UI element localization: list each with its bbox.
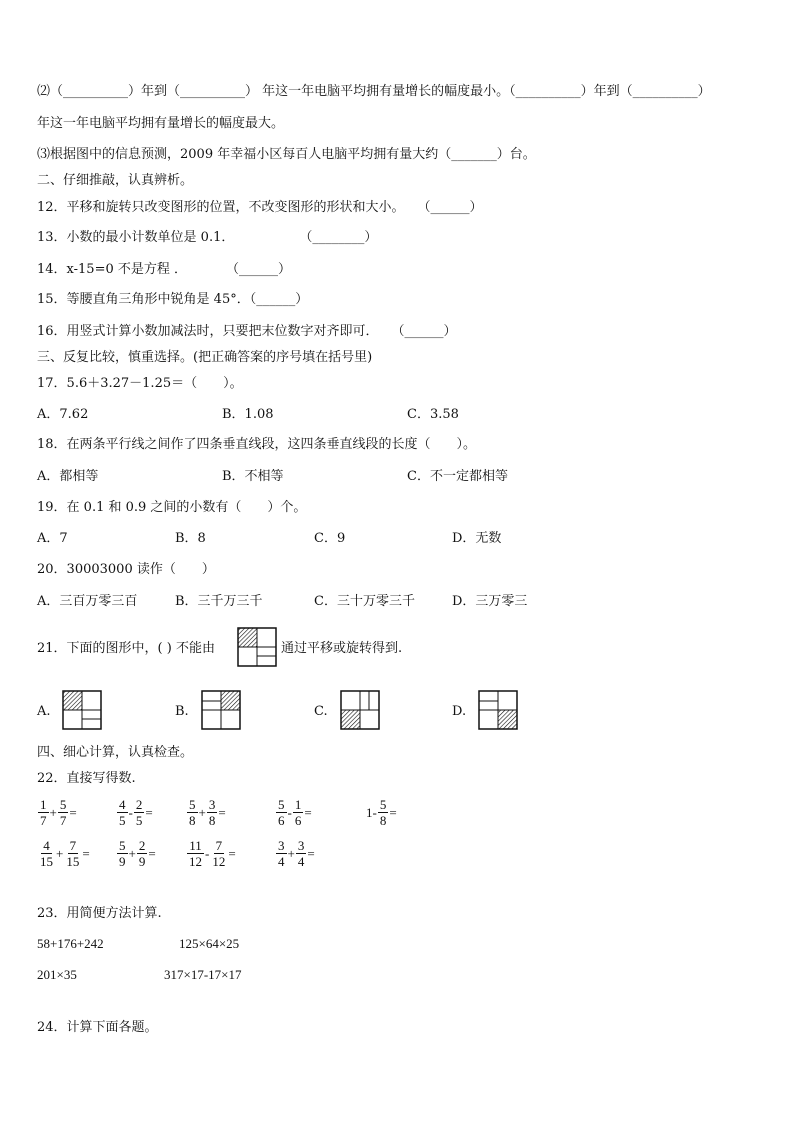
q19-option-d: D．无数 xyxy=(452,531,502,546)
q20-option-c: C．三十万零三千 xyxy=(314,594,415,609)
q18-option-a: A．都相等 xyxy=(37,469,99,484)
question-20: 20．30003000 读作（ ） xyxy=(37,562,215,577)
q21-option-d: D. xyxy=(452,704,467,719)
question-15: 15．等腰直角三角形中锐角是 45°．（______） xyxy=(37,292,309,307)
question-22-title: 22．直接写得数. xyxy=(37,771,136,786)
q17-option-b: B．1.08 xyxy=(222,407,274,422)
question-19: 19．在 0.1 和 0.9 之间的小数有（ ）个。 xyxy=(37,500,307,515)
q20-option-d: D．三万零三 xyxy=(452,594,528,609)
question-18: 18．在两条平行线之间作了四条垂直线段，这四条垂直线段的长度（ ）。 xyxy=(37,437,477,452)
q19-option-c: C．9 xyxy=(314,531,346,546)
section4-heading: 四、细心计算，认真检查。 xyxy=(37,745,194,760)
q21-reference-figure xyxy=(237,627,277,667)
q18-option-b: B．不相等 xyxy=(222,469,284,484)
q11-part2-line2: 年这一年电脑平均拥有量增长的幅度最大。 xyxy=(37,116,285,131)
q19-option-a: A．7 xyxy=(37,531,68,546)
q11-part3: ⑶根据图中的信息预测，2009 年幸福小区每百人电脑平均拥有量大约（_______）台。 xyxy=(37,147,536,162)
q22-expr-8: $\frac{11}{12}$ - $\frac{7}{12}$ = xyxy=(189,838,236,869)
q21-figure-b xyxy=(201,690,241,730)
question-16: 16．用竖式计算小数加减法时，只要把末位数字对齐即可． （______） xyxy=(37,324,457,339)
question-24-title: 24．计算下面各题。 xyxy=(37,1020,158,1035)
q23-expr-2: 125×64×25 xyxy=(179,936,240,951)
q21-option-a: A. xyxy=(37,704,51,719)
q22-expr-7: $\frac{5}{9}$ + $\frac{2}{9}$ = xyxy=(119,838,156,869)
q23-expr-4: 317×17-17×17 xyxy=(164,967,242,982)
question-21-stem: 21．下面的图形中，( ) 不能由 xyxy=(37,641,215,656)
section3-heading: 三、反复比较，慎重选择。(把正确答案的序号填在括号里) xyxy=(37,350,373,365)
question-14: 14．x-15=0 不是方程 ． （______） xyxy=(37,262,292,277)
q22-expr-4: $\frac{5}{6}$ - $\frac{1}{6}$ = xyxy=(278,797,312,828)
section2-heading: 二、仔细推敲，认真辨析。 xyxy=(37,173,194,188)
question-17: 17．5.6＋3.27－1.25＝（ ）。 xyxy=(37,376,243,391)
question-12: 12．平移和旋转只改变图形的位置，不改变图形的形状和大小。 （______） xyxy=(37,200,483,215)
q22-expr-1: $\frac{1}{7}$ + $\frac{5}{7}$ = xyxy=(40,797,77,828)
q21-figure-c xyxy=(340,690,380,730)
q21-figure-a xyxy=(62,690,102,730)
q20-option-a: A．三百万零三百 xyxy=(37,594,138,609)
q22-expr-9: $\frac{3}{4}$ + $\frac{3}{4}$ = xyxy=(278,838,315,869)
q17-option-c: C．3.58 xyxy=(407,407,459,422)
q21-option-c: C. xyxy=(314,704,328,719)
q23-expr-3: 201×35 xyxy=(37,967,77,982)
q18-option-c: C．不一定都相等 xyxy=(407,469,508,484)
q19-option-b: B．8 xyxy=(175,531,206,546)
q21-figure-d xyxy=(478,690,518,730)
question-23-title: 23．用简便方法计算. xyxy=(37,906,162,921)
q22-expr-5: 1- $\frac{5}{8}$ = xyxy=(366,797,397,828)
question-21-stem-end: 通过平移或旋转得到. xyxy=(281,641,403,656)
q20-option-b: B．三千万三千 xyxy=(175,594,263,609)
q22-expr-2: $\frac{4}{5}$ - $\frac{2}{5}$ = xyxy=(119,797,153,828)
q11-part2-line1: ⑵（__________）年到（__________） 年这一年电脑平均拥有量增长的幅度最小。（__________）年到（__________） xyxy=(37,84,711,99)
q22-expr-6: $\frac{4}{15}$ + $\frac{7}{15}$ = xyxy=(40,838,90,869)
q21-option-b: B. xyxy=(175,704,189,719)
q17-option-a: A．7.62 xyxy=(37,407,89,422)
q22-expr-3: $\frac{5}{8}$ + $\frac{3}{8}$ = xyxy=(189,797,226,828)
q23-expr-1: 58+176+242 xyxy=(37,936,104,951)
question-13: 13．小数的最小计数单位是 0.1． （________） xyxy=(37,230,378,245)
